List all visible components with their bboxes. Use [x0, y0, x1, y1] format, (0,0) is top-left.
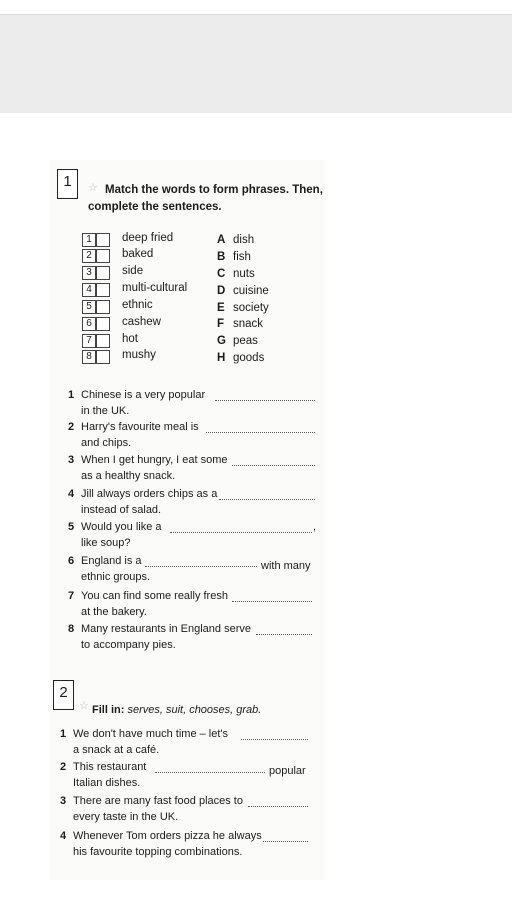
option-letter: H — [217, 352, 226, 364]
answer-box[interactable] — [96, 334, 110, 348]
sentence-line2: a snack at a café. — [73, 744, 160, 756]
star-icon: ☆ — [88, 182, 98, 194]
sentence-number: 3 — [60, 795, 67, 807]
word-number: 6 — [82, 317, 96, 331]
answer-box[interactable] — [96, 317, 110, 331]
exercise-1-instruction-line2: complete the sentences. — [88, 201, 222, 213]
sentence-line1: You can find some really fresh — [81, 590, 228, 602]
sentence-line1: There are many fast food places to — [73, 795, 243, 807]
word-text: mushy — [122, 349, 156, 361]
sentence-number: 8 — [68, 623, 75, 635]
answer-blank[interactable] — [219, 499, 315, 500]
word-number: 8 — [82, 350, 96, 364]
sentence-line2: at the bakery. — [81, 606, 147, 618]
sentence-number: 3 — [68, 454, 75, 466]
option-text: peas — [233, 335, 258, 347]
option-letter: E — [217, 302, 225, 314]
answer-blank[interactable] — [155, 772, 265, 773]
word-text: deep fried — [122, 232, 174, 244]
answer-blank[interactable] — [232, 601, 312, 602]
answer-box[interactable] — [96, 350, 110, 364]
option-item — [217, 335, 258, 351]
sentence-number: 6 — [68, 555, 75, 567]
sentence-line1: We don't have much time – let's — [73, 728, 229, 740]
star-icon: ☆ — [79, 700, 89, 712]
sentence-line1: Chinese is a very popular — [81, 389, 206, 401]
answer-box[interactable] — [96, 266, 110, 280]
sentence-line2: like soup? — [81, 537, 131, 549]
sentence-number: 5 — [68, 521, 75, 533]
option-item — [217, 318, 263, 334]
answer-blank[interactable] — [145, 566, 257, 567]
option-text: goods — [233, 352, 265, 364]
option-text: cuisine — [233, 285, 269, 297]
word-text: hot — [122, 333, 138, 345]
option-letter: A — [217, 234, 226, 246]
word-text: ethnic — [122, 299, 153, 311]
sentence-line1: When I get hungry, I eat some — [81, 454, 228, 466]
word-number: 1 — [82, 233, 96, 247]
word-number: 3 — [82, 266, 96, 280]
sentence-line1-end: , — [313, 521, 317, 533]
exercise-1-instruction-line1: Match the words to form phrases. Then, — [105, 184, 323, 196]
answer-blank[interactable] — [215, 400, 315, 401]
sentence-line2: to accompany pies. — [81, 639, 176, 651]
option-text: fish — [233, 251, 251, 263]
option-item — [217, 302, 269, 318]
instruction-label: Fill in: — [92, 704, 125, 716]
answer-box[interactable] — [96, 283, 110, 297]
exercise-1-number-box — [57, 169, 78, 199]
exercise-2-number-box — [53, 680, 74, 710]
answer-box[interactable] — [96, 300, 110, 314]
option-item — [217, 352, 264, 368]
option-letter: D — [217, 285, 226, 297]
sentence-line1: Harry's favourite meal is — [81, 421, 199, 433]
sentence-line2: his favourite topping combinations. — [73, 846, 243, 858]
sentence-line2: in the UK. — [81, 405, 130, 417]
sentence-line2: every taste in the UK. — [73, 811, 179, 823]
word-text: cashew — [122, 316, 161, 328]
word-number: 2 — [82, 249, 96, 263]
sentence-line1-end: with many — [261, 560, 311, 572]
sentence-line1: This restaurant — [73, 761, 147, 773]
answer-box[interactable] — [96, 249, 110, 263]
sentence-number: 4 — [68, 488, 75, 500]
sentence-line1: Whenever Tom orders pizza he always — [73, 830, 262, 842]
exercise-1-number: 1 — [63, 173, 72, 190]
word-text: side — [122, 265, 144, 277]
exercise-2-instruction — [92, 702, 261, 718]
exercise-2-number: 2 — [59, 684, 68, 701]
sentence-number: 2 — [60, 761, 67, 773]
sentence-number: 1 — [68, 389, 75, 401]
sentence-line1-end: popular — [269, 765, 306, 777]
answer-box[interactable] — [96, 233, 110, 247]
sentence-line2: as a healthy snack. — [81, 470, 176, 482]
option-text: society — [233, 302, 269, 314]
answer-blank[interactable] — [206, 432, 315, 433]
option-item — [217, 268, 255, 284]
option-item — [217, 285, 269, 301]
top-bar — [0, 0, 512, 14]
option-text: nuts — [233, 268, 255, 280]
grey-banner — [0, 14, 512, 113]
sentence-line2: instead of salad. — [81, 504, 162, 516]
sentence-line1: Would you like a — [81, 521, 162, 533]
option-text: dish — [233, 234, 255, 246]
answer-blank[interactable] — [170, 532, 312, 533]
sentence-number: 1 — [60, 728, 67, 740]
instruction-words: serves, suit, chooses, grab. — [127, 704, 262, 716]
word-number: 7 — [82, 334, 96, 348]
option-item — [217, 251, 251, 267]
sentence-line1: Many restaurants in England serve — [81, 623, 251, 635]
sentence-line2: Italian dishes. — [73, 777, 141, 789]
sentence-line2: and chips. — [81, 437, 132, 449]
answer-blank[interactable] — [232, 465, 315, 466]
answer-blank[interactable] — [263, 841, 308, 842]
word-number: 5 — [82, 300, 96, 314]
answer-blank[interactable] — [241, 739, 308, 740]
option-letter: F — [217, 318, 225, 330]
option-letter: G — [217, 335, 226, 347]
word-number: 4 — [82, 283, 96, 297]
answer-blank[interactable] — [256, 634, 312, 635]
option-text: snack — [233, 318, 264, 330]
sentence-line2: ethnic groups. — [81, 571, 151, 583]
sentence-line1: England is a — [81, 555, 142, 567]
sentence-number: 2 — [68, 421, 75, 433]
word-text: multi-cultural — [122, 282, 188, 294]
option-item — [217, 234, 254, 250]
option-letter: B — [217, 251, 226, 263]
option-letter: C — [217, 268, 226, 280]
sentence-number: 7 — [68, 590, 75, 602]
answer-blank[interactable] — [248, 806, 308, 807]
word-text: baked — [122, 248, 154, 260]
sentence-line1: Jill always orders chips as a — [81, 488, 218, 500]
sentence-number: 4 — [60, 830, 67, 842]
